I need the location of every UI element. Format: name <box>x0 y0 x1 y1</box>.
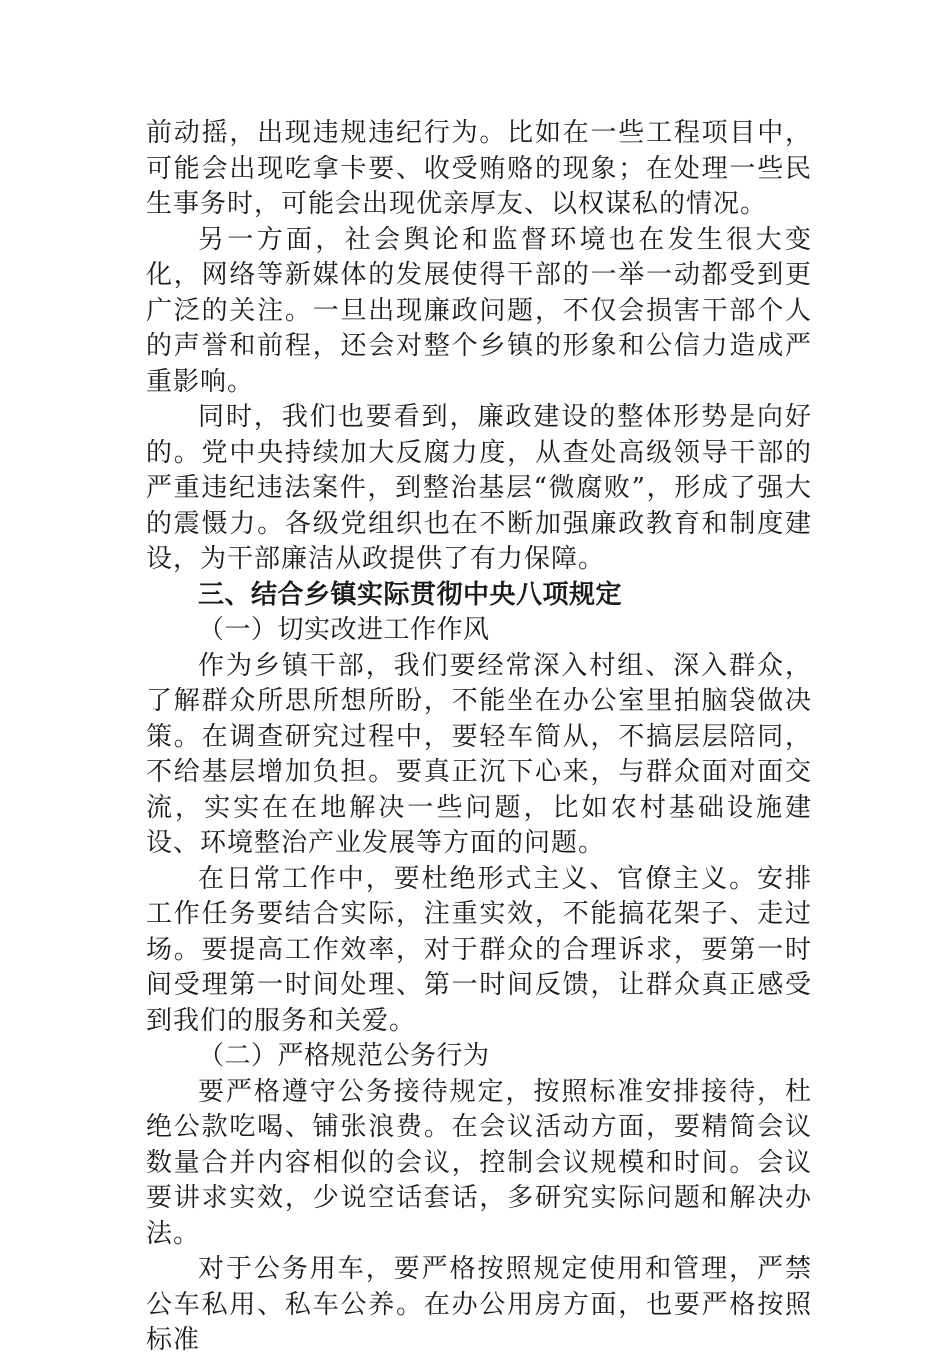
paragraph-public-opinion: 另一方面，社会舆论和监督环境也在发生很大变化，网络等新媒体的发展使得干部的一举一动都受到更广泛的关注。一旦出现廉政问题，不仅会损害干部个人的声誉和前程，还会对整个乡镇的形象和公信力造成严重影响。 <box>146 224 812 397</box>
document-body <box>146 116 812 1359</box>
paragraph-official-reception: 要严格遵守公务接待规定，按照标准安排接待，杜绝公款吃喝、铺张浪费。在会议活动方面，要精简会议数量合并内容相似的会议，控制会议规模和时间。会议要讲求实效，少说空话套话，多研究实际问题和解决办法。 <box>146 1076 812 1249</box>
section-heading-three: 三、结合乡镇实际贯彻中央八项规定 <box>198 579 623 610</box>
subheading-two: （二）严格规范公务行为 <box>198 1041 490 1071</box>
paragraph-official-vehicles: 对于公务用车，要严格按照规定使用和管理，严禁公车私用、私车公养。在办公用房方面，也要严格按照标准 <box>146 1254 812 1355</box>
paragraph-daily-work: 在日常工作中，要杜绝形式主义、官僚主义。安排工作任务要结合实际，注重实效，不能搞花架子、走过场。要提高工作效率，对于群众的合理诉求，要第一时间受理第一时间处理、第一时间反馈，让群众真正感受到我们的服务和关爱。 <box>146 863 812 1036</box>
paragraph-anticorruption-trend: 同时，我们也要看到，廉政建设的整体形势是向好的。党中央持续加大反腐力度，从查处高级领导干部的严重违纪违法案件，到整治基层“微腐败”，形成了强大的震慑力。各级党组织也在不断加强廉政教育和制度建设，为干部廉洁从政提供了有力保障。 <box>146 402 812 574</box>
paragraph-continuation: 前动摇，出现违规违纪行为。比如在一些工程项目中，可能会出现吃拿卡要、收受贿赂的现象；在处理一些民生事务时，可能会出现优亲厚友、以权谋私的情况。 <box>146 118 812 219</box>
subheading-one: （一）切实改进工作作风 <box>198 615 490 645</box>
paragraph-work-style: 作为乡镇干部，我们要经常深入村组、深入群众，了解群众所思所想所盼，不能坐在办公室里拍脑袋做决策。在调查研究过程中，要轻车简从，不搞层层陪同，不给基层增加负担。要真正沉下心来，与群众面对面交流，实实在在地解决一些问题，比如农村基础设施建设、环境整治产业发展等方面的问题。 <box>146 650 812 858</box>
